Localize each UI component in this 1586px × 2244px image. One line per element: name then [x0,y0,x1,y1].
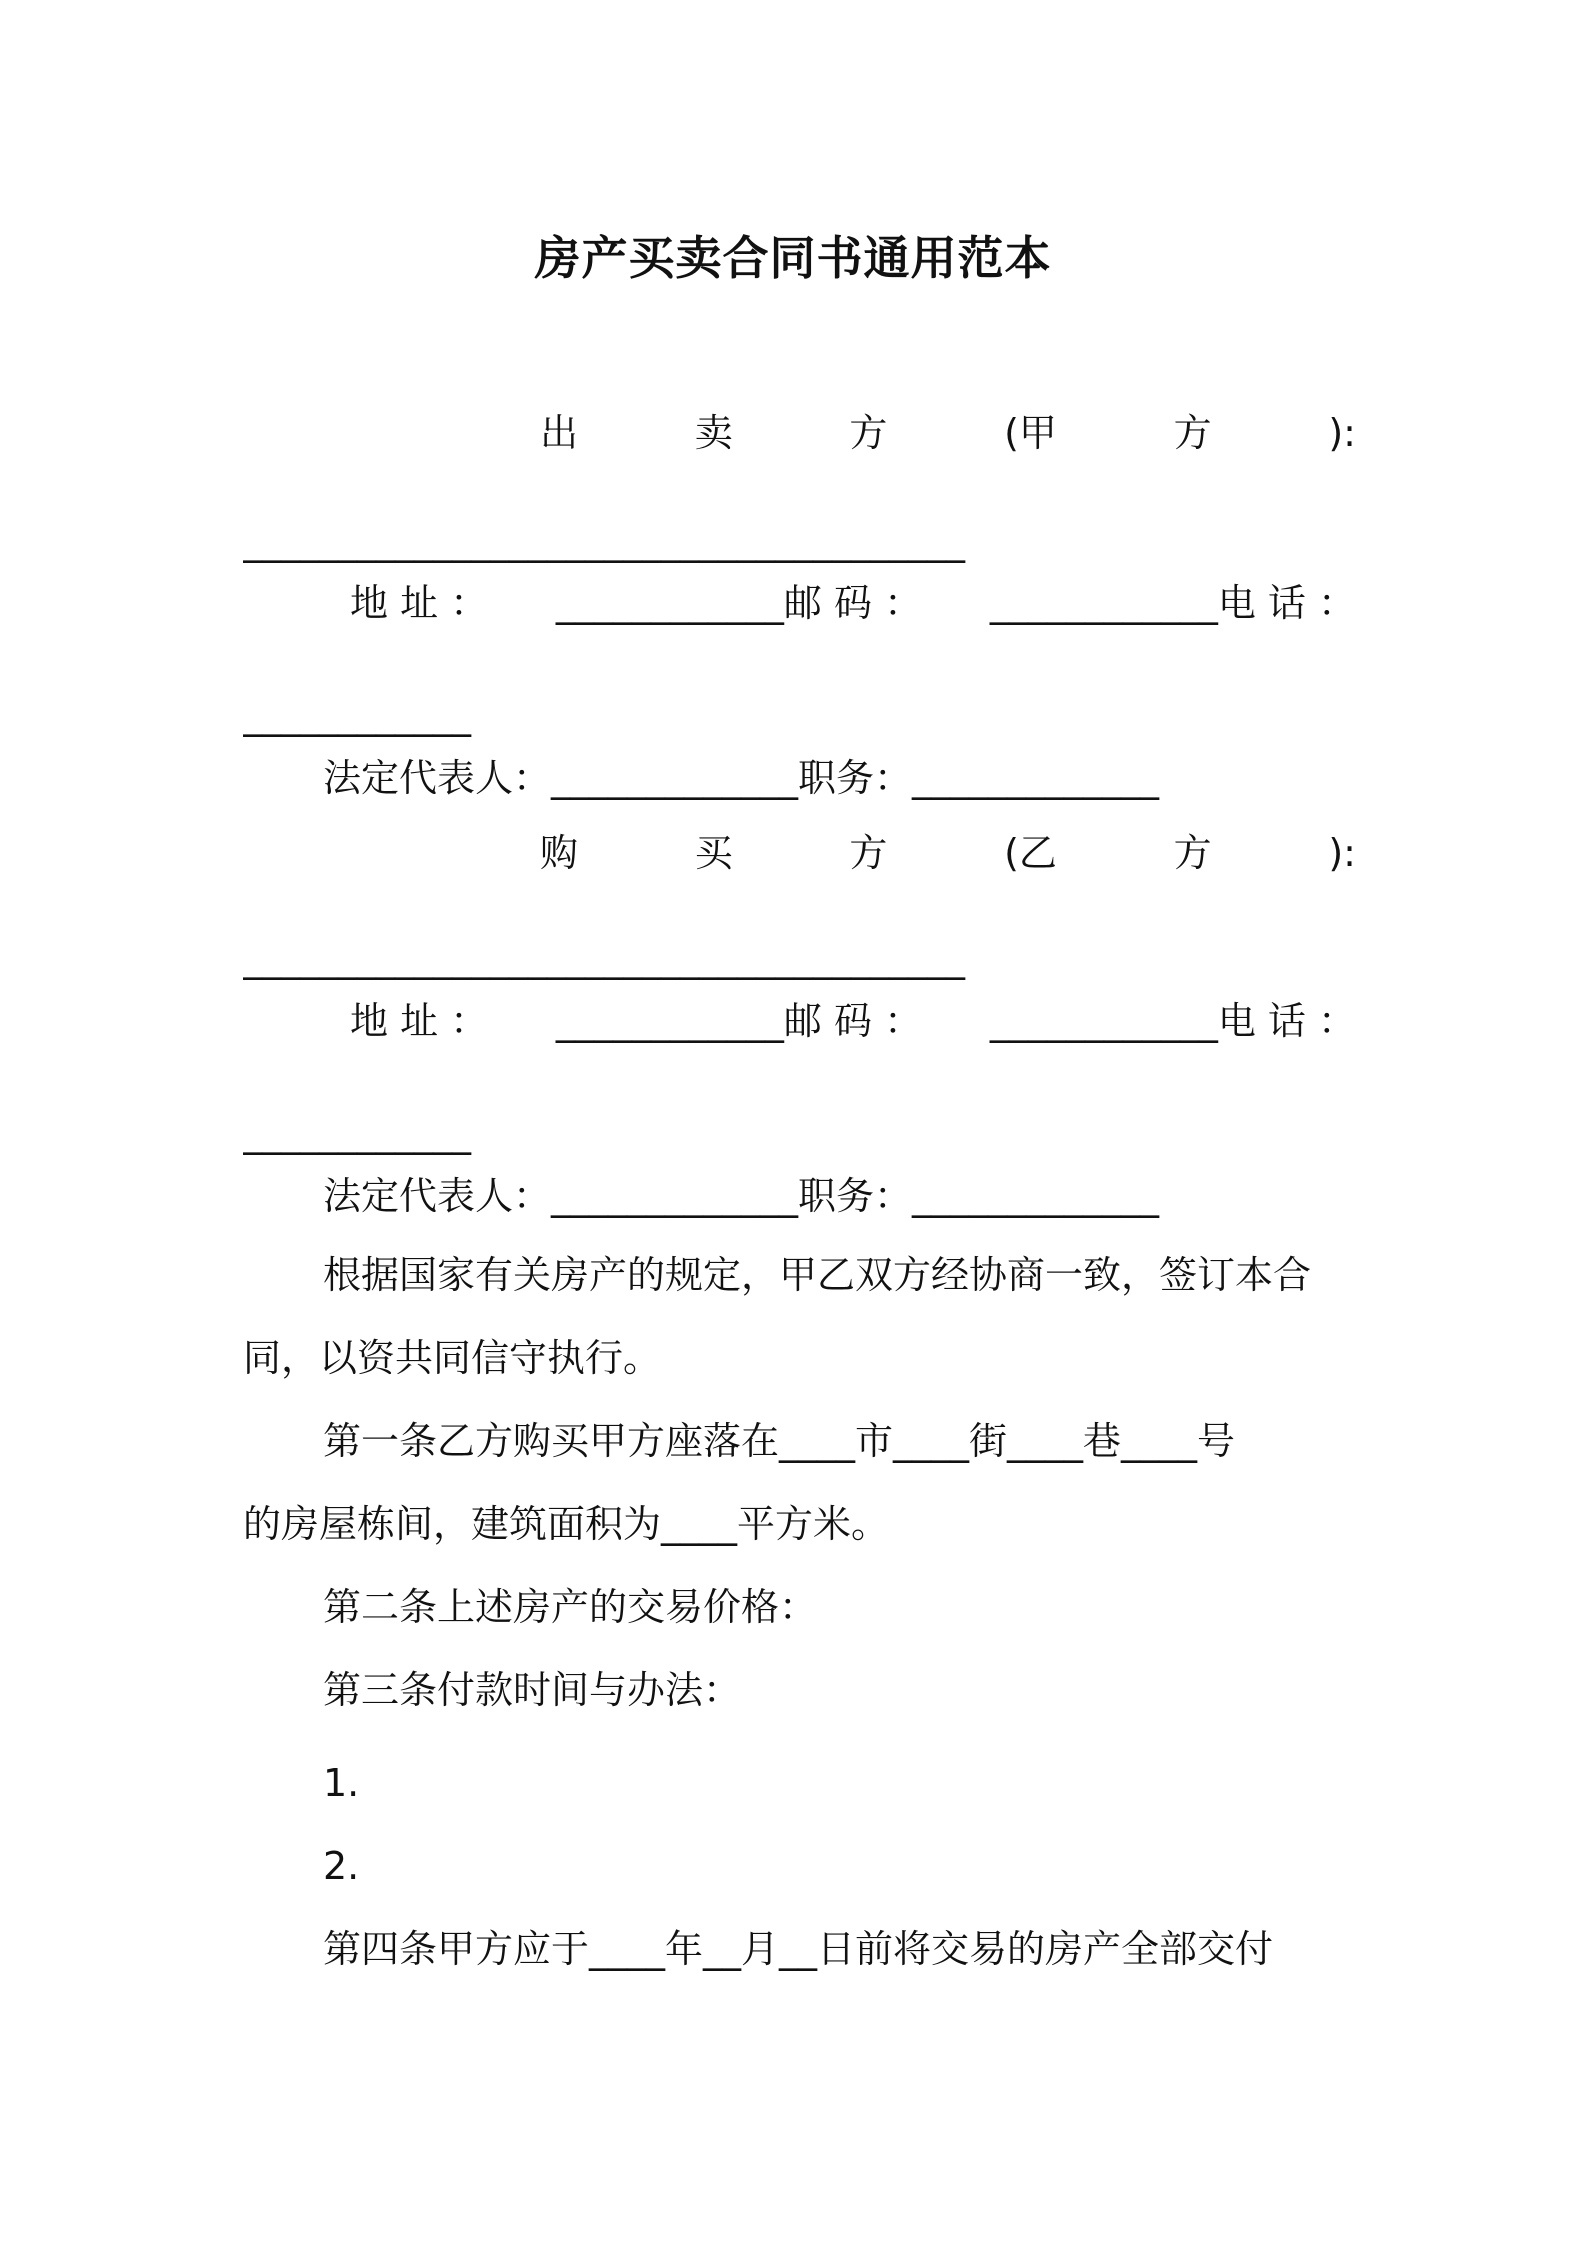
buyer-address-line [350,998,1356,1044]
seller-heading-char: 方 [849,411,888,455]
phone-label: ____________电 话 ： [989,581,1356,625]
address-label: 地 址 ： [350,999,489,1043]
buyer-heading-char: 购 [540,831,579,875]
seller-heading-char: 出 [540,411,579,455]
seller-phone-blank: ____________ [243,693,471,737]
buyer-name-blank: ______________________________________ [243,936,965,980]
seller-heading-char: 方 [1173,411,1212,455]
paragraph-preamble-line1: 根据国家有关房产的规定，甲乙双方经协商一致，签订本合 [323,1253,1312,1297]
article-one-line2: 的房屋栋间，建筑面积为____平方米。 [243,1502,890,1546]
postcode-label: ____________邮 码 ： [555,581,923,625]
buyer-heading-char: (乙 [1004,831,1057,875]
list-item-1: 1. [323,1761,360,1805]
article-two: 第二条上述房产的交易价格： [323,1585,818,1629]
buyer-representative: 法定代表人：_____________职务：_____________ [323,1174,1160,1218]
buyer-heading-char: 方 [849,831,888,875]
postcode-label: ____________邮 码 ： [555,999,923,1043]
buyer-heading-char: ): [1328,831,1356,875]
seller-address-line [350,580,1356,626]
address-label: 地 址 ： [350,581,489,625]
article-three: 第三条付款时间与办法： [323,1668,742,1712]
buyer-phone-blank: ____________ [243,1111,471,1155]
page-title: 房产买卖合同书通用范本 [534,231,1052,285]
list-item-2: 2. [323,1844,360,1888]
buyer-heading [540,830,1356,876]
paragraph-preamble-line2: 同，以资共同信守执行。 [243,1336,662,1380]
article-four: 第四条甲方应于____年__月__日前将交易的房产全部交付 [323,1927,1274,1971]
phone-label: ____________电 话 ： [989,999,1356,1043]
seller-representative: 法定代表人：_____________职务：_____________ [323,756,1160,800]
seller-heading-char: 卖 [694,411,733,455]
seller-heading-char: (甲 [1004,411,1057,455]
seller-heading-char: ): [1328,411,1356,455]
seller-name-blank: ______________________________________ [243,519,965,563]
seller-heading [540,410,1356,456]
article-one-line1: 第一条乙方购买甲方座落在____市____街____巷____号 [323,1419,1236,1463]
buyer-heading-char: 买 [694,831,733,875]
buyer-heading-char: 方 [1173,831,1212,875]
